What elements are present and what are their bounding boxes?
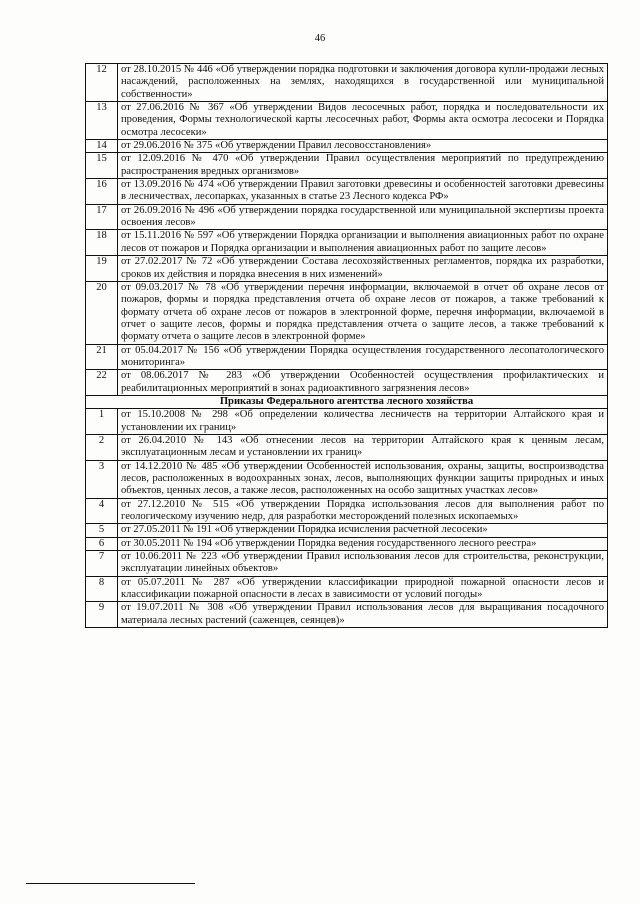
regulation-text: от 05.07.2011 № 287 «Об утверждении классификации природной пожарной опасности лесов и классификации пожарной опасности в лесах в зависимости от условий погоды» bbox=[118, 576, 608, 602]
regulations-table bbox=[85, 63, 608, 628]
row-number: 1 bbox=[86, 409, 118, 435]
row-number: 14 bbox=[86, 140, 118, 153]
row-number: 9 bbox=[86, 602, 118, 628]
row-number: 4 bbox=[86, 498, 118, 524]
row-number: 12 bbox=[86, 64, 118, 102]
table-row bbox=[86, 204, 608, 230]
row-number: 22 bbox=[86, 370, 118, 396]
section-heading: Приказы Федерального агентства лесного хозяйства bbox=[86, 395, 608, 408]
page-number: 46 bbox=[314, 33, 326, 44]
table-row bbox=[86, 102, 608, 140]
regulation-text: от 27.12.2010 № 515 «Об утверждении Порядка использования лесов для выполнения работ по геологическому изучению недр, для разработки месторождений полезных ископаемых» bbox=[118, 498, 608, 524]
row-number: 2 bbox=[86, 434, 118, 460]
regulation-text: от 30.05.2011 № 194 «Об утверждении Порядка ведения государственного лесного реестра» bbox=[118, 537, 608, 550]
regulation-text: от 09.03.2017 № 78 «Об утверждении перечня информации, включаемой в отчет об охране лесов от пожаров, формы и порядка представления отчета об охране лесов от пожаров, а также требований к формату отчета об охране лесов от пожаров в электронной форме, перечня информации, включаемой в отчет о защите лесов, формы и порядка представления отчета о защите лесов, а также требований к формату отчета о защите лесов в электронной форме» bbox=[118, 281, 608, 344]
table-row bbox=[86, 370, 608, 396]
row-number: 15 bbox=[86, 153, 118, 179]
table-row bbox=[86, 64, 608, 102]
table-row bbox=[86, 140, 608, 153]
regulation-text: от 26.09.2016 № 496 «Об утверждении порядка государственной или муниципальной экспертизы проекта освоения лесов» bbox=[118, 204, 608, 230]
regulation-text: от 15.10.2008 № 298 «Об определении количества лесничеств на территории Алтайского края и установлении их границ» bbox=[118, 409, 608, 435]
regulation-text: от 27.05.2011 № 191 «Об утверждении Порядка исчисления расчетной лесосеки» bbox=[118, 524, 608, 537]
table-row bbox=[86, 256, 608, 282]
regulation-text: от 14.12.2010 № 485 «Об утверждении Особенностей использования, охраны, защиты, воспроизводства лесов, расположенных в водоохранных зонах, лесов, выполняющих функции защиты природных и иных объектов, ценных лесов, а также лесов, расположенных на особо защитных участках лесов» bbox=[118, 460, 608, 498]
row-number: 20 bbox=[86, 281, 118, 344]
table-row bbox=[86, 537, 608, 550]
table-row bbox=[86, 179, 608, 205]
table-row bbox=[86, 498, 608, 524]
row-number: 19 bbox=[86, 256, 118, 282]
regulation-text: от 19.07.2011 № 308 «Об утверждении Правил использования лесов для выращивания посадочного материала лесных растений (саженцев, сеянцев)» bbox=[118, 602, 608, 628]
regulation-text: от 27.06.2016 № 367 «Об утверждении Видов лесосечных работ, порядка и последовательности их проведения, Формы технологической карты лесосечных работ, Формы акта осмотра лесосеки и Порядка осмотра лесосеки» bbox=[118, 102, 608, 140]
regulation-text: от 13.09.2016 № 474 «Об утверждении Правил заготовки древесины и особенностей заготовки древесины в лесничествах, лесопарках, указанных в статье 23 Лесного кодекса РФ» bbox=[118, 179, 608, 205]
regulations-table-body bbox=[86, 64, 608, 628]
regulation-text: от 12.09.2016 № 470 «Об утверждении Правил осуществления мероприятий по предупреждению распространения вредных организмов» bbox=[118, 153, 608, 179]
row-number: 18 bbox=[86, 230, 118, 256]
regulation-text: от 15.11.2016 № 597 «Об утверждении Порядка организации и выполнения авиационных работ по охране лесов от пожаров и Порядка организации и выполнения авиационных работ по защите лесов» bbox=[118, 230, 608, 256]
row-number: 5 bbox=[86, 524, 118, 537]
regulation-text: от 28.10.2015 № 446 «Об утверждении порядка подготовки и заключения договора купли-продажи лесных насаждений, расположенных на землях, находящихся в государственной или муниципальной собственности» bbox=[118, 64, 608, 102]
regulation-text: от 08.06.2017 № 283 «Об утверждении Особенностей осуществления профилактических и реабилитационных мероприятий в зонах радиоактивного загрязнения лесов» bbox=[118, 370, 608, 396]
row-number: 7 bbox=[86, 551, 118, 577]
table-row bbox=[86, 230, 608, 256]
section-heading-row bbox=[86, 395, 608, 408]
row-number: 3 bbox=[86, 460, 118, 498]
regulation-text: от 05.04.2017 № 156 «Об утверждении Порядка осуществления государственного лесопатологического мониторинга» bbox=[118, 344, 608, 370]
row-number: 17 bbox=[86, 204, 118, 230]
table-row bbox=[86, 409, 608, 435]
table-row bbox=[86, 576, 608, 602]
regulation-text: от 29.06.2016 № 375 «Об утверждении Правил лесовосстановления» bbox=[118, 140, 608, 153]
table-row bbox=[86, 524, 608, 537]
row-number: 21 bbox=[86, 344, 118, 370]
table-row bbox=[86, 281, 608, 344]
row-number: 6 bbox=[86, 537, 118, 550]
regulation-text: от 26.04.2010 № 143 «Об отнесении лесов на территории Алтайского края к ценным лесам, эксплуатационным лесам и установлении их границ» bbox=[118, 434, 608, 460]
table-row bbox=[86, 602, 608, 628]
row-number: 8 bbox=[86, 576, 118, 602]
row-number: 16 bbox=[86, 179, 118, 205]
table-row bbox=[86, 460, 608, 498]
footnote-separator bbox=[26, 883, 195, 884]
table-row bbox=[86, 153, 608, 179]
table-row bbox=[86, 551, 608, 577]
row-number: 13 bbox=[86, 102, 118, 140]
table-row bbox=[86, 344, 608, 370]
table-row bbox=[86, 434, 608, 460]
regulation-text: от 10.06.2011 № 223 «Об утверждении Правил использования лесов для строительства, реконструкции, эксплуатации линейных объектов» bbox=[118, 551, 608, 577]
regulation-text: от 27.02.2017 № 72 «Об утверждении Состава лесохозяйственных регламентов, порядка их разработки, сроков их действия и порядка внесения в них изменений» bbox=[118, 256, 608, 282]
